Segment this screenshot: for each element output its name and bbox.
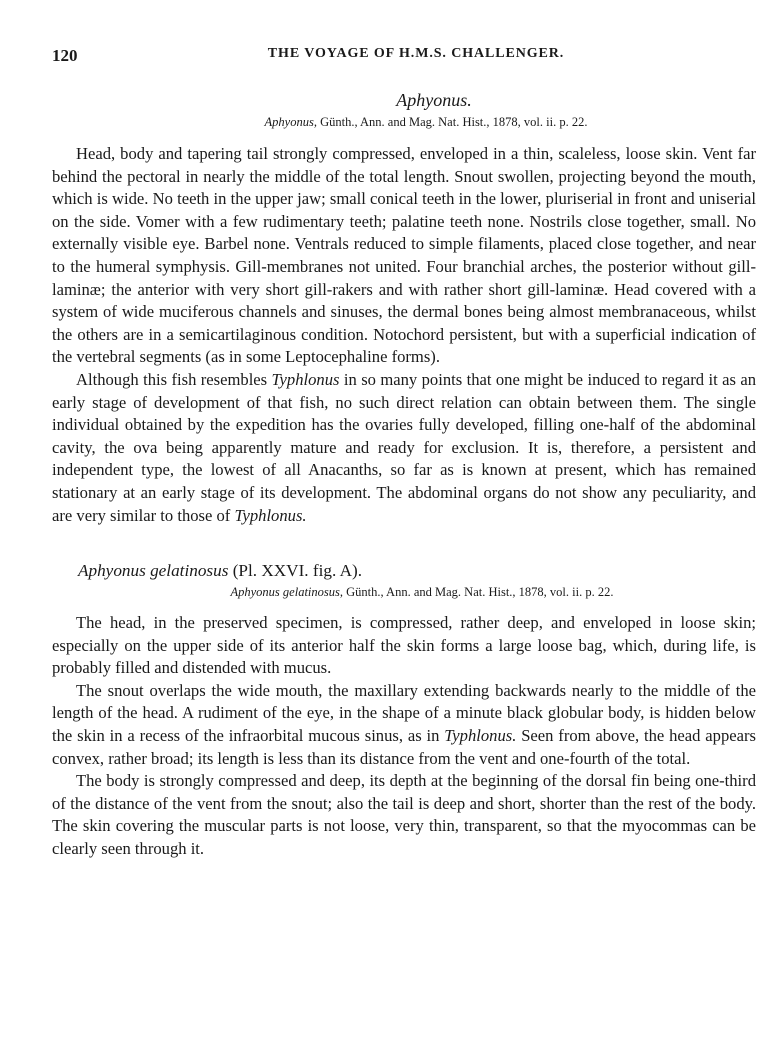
genus-citation-name: Aphyonus, — [264, 115, 317, 129]
species-heading-plate: (Pl. XXVI. fig. A). — [228, 561, 363, 581]
species-snout-text-2: Seen from above, the head appears convex, rather broad; its length is less than its distance from the vent and one-fourth of the total. — [52, 726, 756, 768]
species-heading-name: Aphyonus gelatinosus — [78, 561, 229, 581]
genus-discussion-paragraph — [52, 369, 756, 527]
species-snout-taxon: Typhlonus. — [444, 726, 517, 746]
genus-discussion-taxon-2: Typhlonus. — [234, 505, 307, 525]
species-head-paragraph: The head, in the preserved specimen, is compressed, rather deep, and enveloped in loose skin; especially on the upper side of its anterior half the skin forms a large loose bag, which, during life, is probably filled and distended with mucus. — [52, 613, 756, 678]
species-heading — [78, 561, 756, 581]
genus-discussion-taxon-1: Typhlonus — [271, 369, 340, 389]
species-snout-paragraph — [52, 680, 756, 770]
genus-discussion-text-1: Although this fish resembles — [76, 369, 272, 389]
genus-description-paragraph: Head, body and tapering tail strongly compressed, enveloped in a thin, scaleless, loose skin. Vent far behind the pectoral in nearly the middle of the total length. Snout swollen, projecting beyond the mouth, which is wide. No teeth in the upper jaw; small conical teeth in the lower, pluriserial in front and uniserial on the side. Vomer with a few rudimentary teeth; palatine teeth none. Nostrils close together, small. No externally visible eye. Barbel none. Ventrals reduced to simple filaments, placed close together, and near to the humeral symphysis. Gill-membranes not united. Four branchial arches, the posterior without gill-laminæ; the anterior with very short gill-rakers and with rather short gill-laminæ. Head covered with a system of wide muciferous channels and sinuses, the dermal bones being almost membranaceous, whilst the others are in a semicartilaginous condition. Notochord persistent, but with a superficial indication of the vertebral segments (as in some Leptocephaline forms). — [52, 144, 756, 367]
running-title: THE VOYAGE OF H.M.S. CHALLENGER. — [267, 46, 565, 61]
genus-citation — [52, 115, 756, 130]
running-head — [52, 38, 756, 68]
species-snout-text-1: The snout overlaps the wide mouth, the maxillary extending backwards nearly to the middle of the length of the head. A rudiment of the eye, in the shape of a minute black globular body, is hidden below the skin in a recess of the infraorbital mucous sinus, as in — [52, 680, 756, 746]
species-citation — [52, 585, 756, 600]
species-citation-name: Aphyonus gelatinosus, — [230, 585, 343, 600]
genus-citation-text: Günth., Ann. and Mag. Nat. Hist., 1878, vol. ii. p. 22. — [316, 115, 588, 129]
book-page — [52, 38, 756, 861]
genus-discussion-text-2: in so many points that one might be induced to regard it as an early stage of development of that fish, no such direct relation can obtain between them. The single individual obtained by the expedition has the ovaries fully developed, filling one-half of the abdominal cavity, the ova being apparently mature and ready for exclusion. It is, therefore, a persistent and independent type, the lowest of all Anacanths, so far as is known at present, which has remained stationary at an early stage of its development. The abdominal organs do not show any peculiarity, and are very similar to those of — [52, 369, 757, 525]
genus-heading: Aphyonus. — [396, 90, 472, 110]
page-number: 120 — [52, 46, 78, 65]
species-body-paragraph: The body is strongly compressed and deep, its depth at the beginning of the dorsal fin being one-third of the distance of the vent from the snout; also the tail is deep and short, shorter than the rest of the body. The skin covering the muscular parts is not loose, very thin, transparent, so that the myocommas can be clearly seen through it. — [52, 771, 756, 859]
species-citation-text: Günth., Ann. and Mag. Nat. Hist., 1878, vol. ii. p. 22. — [343, 585, 614, 600]
